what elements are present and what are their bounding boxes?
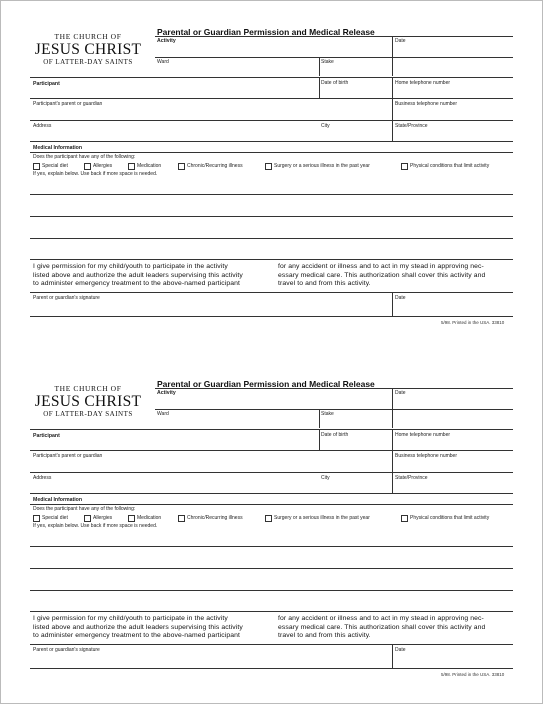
form-title: Parental or Guardian Permission and Medical Release xyxy=(157,379,375,389)
permission-line: listed above and authorize the adult leaders supervising this activity xyxy=(33,271,243,279)
divider xyxy=(30,292,513,293)
divider xyxy=(392,292,393,316)
explain-line-3[interactable] xyxy=(30,590,513,591)
medication-checkbox[interactable] xyxy=(128,163,135,170)
signature-date-label: Date xyxy=(395,647,406,653)
medical-question: Does the participant have any of the following: xyxy=(33,154,136,160)
city-field[interactable] xyxy=(321,481,390,491)
divider xyxy=(30,98,513,99)
parent-label: Participant's parent or guardian xyxy=(33,453,103,459)
special-diet-label: Special diet xyxy=(42,163,68,169)
participant-field[interactable] xyxy=(33,87,317,97)
physical-conditions-checkbox[interactable] xyxy=(401,515,408,522)
divider xyxy=(319,77,320,98)
permission-line: to administer emergency treatment to the above-named participant xyxy=(33,280,241,288)
surgery-checkbox[interactable] xyxy=(265,515,272,522)
chronic-illness-checkbox[interactable] xyxy=(178,515,185,522)
state-label: State/Province xyxy=(395,475,428,481)
signature-label: Parent or guardian's signature xyxy=(33,647,100,653)
form-title: Parental or Guardian Permission and Medical Release xyxy=(157,27,375,37)
divider xyxy=(319,409,320,428)
surgery-label: Surgery or a serious illness in the past year xyxy=(274,515,370,521)
signature-date-field[interactable] xyxy=(395,654,511,666)
permission-line: essary medical care. This authorization shall cover this activity and xyxy=(278,623,486,631)
city-label: City xyxy=(321,475,330,481)
logo-line-2: JESUS CHRIST xyxy=(34,393,142,410)
divider xyxy=(392,644,393,668)
allergies-label: Allergies xyxy=(93,163,113,169)
divider xyxy=(319,429,320,450)
stake-field[interactable] xyxy=(321,65,390,75)
divider xyxy=(30,141,513,142)
stake-label: Stake xyxy=(321,59,334,65)
date-label: Date xyxy=(395,38,406,44)
parent-label: Participant's parent or guardian xyxy=(33,101,103,107)
signature-field[interactable] xyxy=(33,302,390,314)
dob-field[interactable] xyxy=(321,439,390,449)
participant-label: Participant xyxy=(33,81,60,87)
business-phone-field[interactable] xyxy=(395,107,511,118)
ward-field[interactable] xyxy=(157,417,317,427)
divider xyxy=(392,388,393,428)
state-field[interactable] xyxy=(395,129,511,139)
permission-line: for any accident or illness and to act in my stead in approving nec- xyxy=(278,615,484,622)
dob-label: Date of birth xyxy=(321,80,349,86)
divider xyxy=(30,504,513,505)
divider xyxy=(30,668,513,669)
medication-label: Medication xyxy=(137,163,162,169)
divider xyxy=(30,472,513,473)
explain-note: If yes, explain below. Use back if more space is needed. xyxy=(33,171,158,177)
signature-label: Parent or guardian's signature xyxy=(33,295,100,301)
signature-field[interactable] xyxy=(33,654,390,666)
dob-label: Date of birth xyxy=(321,432,349,438)
ward-label: Ward xyxy=(157,59,169,65)
allergies-checkbox[interactable] xyxy=(84,515,91,522)
chronic-illness-label: Chronic/Recurring illness xyxy=(187,163,243,169)
church-logo xyxy=(28,384,148,419)
signature-date-field[interactable] xyxy=(395,302,511,314)
physical-conditions-label: Physical conditions that limit activity xyxy=(410,515,490,521)
divider xyxy=(155,57,513,58)
permission-line: essary medical care. This authorization shall cover this activity and xyxy=(278,271,486,279)
chronic-illness-label: Chronic/Recurring illness xyxy=(187,515,243,521)
divider xyxy=(30,611,513,612)
divider xyxy=(155,409,513,410)
explain-line-2[interactable] xyxy=(30,568,513,569)
divider xyxy=(392,429,393,493)
state-field[interactable] xyxy=(395,481,511,491)
form-footer: 5/98. Printed in the USA. 33810 xyxy=(441,672,505,677)
divider xyxy=(392,36,393,76)
physical-conditions-label: Physical conditions that limit activity xyxy=(410,163,490,169)
divider xyxy=(30,644,513,645)
home-phone-label: Home telephone number xyxy=(395,80,451,86)
divider xyxy=(392,77,393,141)
permission-text-left xyxy=(33,263,243,289)
medication-checkbox[interactable] xyxy=(128,515,135,522)
home-phone-field[interactable] xyxy=(395,439,511,449)
special-diet-checkbox[interactable] xyxy=(33,515,40,522)
date-field[interactable] xyxy=(395,396,511,408)
permission-text-right xyxy=(278,615,485,641)
divider xyxy=(30,77,513,78)
allergies-label: Allergies xyxy=(93,515,113,521)
permission-line: listed above and authorize the adult leaders supervising this activity xyxy=(33,623,243,631)
special-diet-checkbox[interactable] xyxy=(33,163,40,170)
participant-field[interactable] xyxy=(33,439,317,449)
date-label: Date xyxy=(395,390,406,396)
surgery-checkbox[interactable] xyxy=(265,163,272,170)
permission-line: travel to and from this activity. xyxy=(278,280,371,288)
permission-text-left xyxy=(33,615,243,641)
ward-field[interactable] xyxy=(157,65,317,75)
special-diet-label: Special diet xyxy=(42,515,68,521)
medical-info-label: Medical Information xyxy=(33,497,82,503)
stake-label: Stake xyxy=(321,411,334,417)
city-label: City xyxy=(321,123,330,129)
church-logo xyxy=(28,32,148,67)
permission-line: for any accident or illness and to act in my stead in approving nec- xyxy=(278,263,484,270)
divider xyxy=(30,152,513,153)
parent-field[interactable] xyxy=(33,459,390,470)
address-field[interactable] xyxy=(33,129,317,139)
date-field[interactable] xyxy=(395,44,511,56)
explain-line-1[interactable] xyxy=(30,194,513,195)
medical-info-label: Medical Information xyxy=(33,145,82,151)
permission-form-bottom xyxy=(0,352,543,704)
activity-label: Activity xyxy=(157,38,176,44)
divider xyxy=(30,493,513,494)
explain-line-1[interactable] xyxy=(30,546,513,547)
business-phone-label: Business telephone number xyxy=(395,101,457,107)
logo-line-3: OF LATTER-DAY SAINTS xyxy=(43,58,133,66)
divider xyxy=(30,120,513,121)
activity-label: Activity xyxy=(157,390,176,396)
address-label: Address xyxy=(33,475,52,481)
permission-line: to administer emergency treatment to the above-named participant xyxy=(33,632,241,640)
home-phone-label: Home telephone number xyxy=(395,432,451,438)
divider xyxy=(155,388,513,389)
permission-line: travel to and from this activity. xyxy=(278,632,371,640)
home-phone-field[interactable] xyxy=(395,87,511,97)
explain-line-2[interactable] xyxy=(30,216,513,217)
address-label: Address xyxy=(33,123,52,129)
logo-line-1: THE CHURCH OF xyxy=(54,384,122,393)
divider xyxy=(30,450,513,451)
logo-line-1: THE CHURCH OF xyxy=(54,32,122,41)
divider xyxy=(155,36,513,37)
state-label: State/Province xyxy=(395,123,428,129)
medical-question: Does the participant have any of the following: xyxy=(33,506,136,512)
divider xyxy=(30,259,513,260)
divider xyxy=(30,316,513,317)
signature-date-label: Date xyxy=(395,295,406,301)
medication-label: Medication xyxy=(137,515,162,521)
city-field[interactable] xyxy=(321,129,390,139)
permission-line: I give permission for my child/youth to participate in the activity xyxy=(33,263,228,270)
divider xyxy=(30,429,513,430)
logo-line-3: OF LATTER-DAY SAINTS xyxy=(43,410,133,418)
physical-conditions-checkbox[interactable] xyxy=(401,163,408,170)
activity-field[interactable] xyxy=(157,396,390,408)
permission-text-right xyxy=(278,263,485,289)
business-phone-field[interactable] xyxy=(395,459,511,470)
stake-field[interactable] xyxy=(321,417,390,427)
participant-label: Participant xyxy=(33,433,60,439)
surgery-label: Surgery or a serious illness in the past year xyxy=(274,163,370,169)
parent-field[interactable] xyxy=(33,107,390,118)
permission-line: I give permission for my child/youth to participate in the activity xyxy=(33,615,228,622)
logo-line-2: JESUS CHRIST xyxy=(34,41,142,58)
chronic-illness-checkbox[interactable] xyxy=(178,163,185,170)
business-phone-label: Business telephone number xyxy=(395,453,457,459)
explain-line-3[interactable] xyxy=(30,238,513,239)
address-field[interactable] xyxy=(33,481,317,491)
ward-label: Ward xyxy=(157,411,169,417)
allergies-checkbox[interactable] xyxy=(84,163,91,170)
explain-note: If yes, explain below. Use back if more space is needed. xyxy=(33,523,158,529)
form-footer: 5/98. Printed in the USA. 33810 xyxy=(441,320,505,325)
activity-field[interactable] xyxy=(157,44,390,56)
dob-field[interactable] xyxy=(321,87,390,97)
divider xyxy=(319,57,320,76)
